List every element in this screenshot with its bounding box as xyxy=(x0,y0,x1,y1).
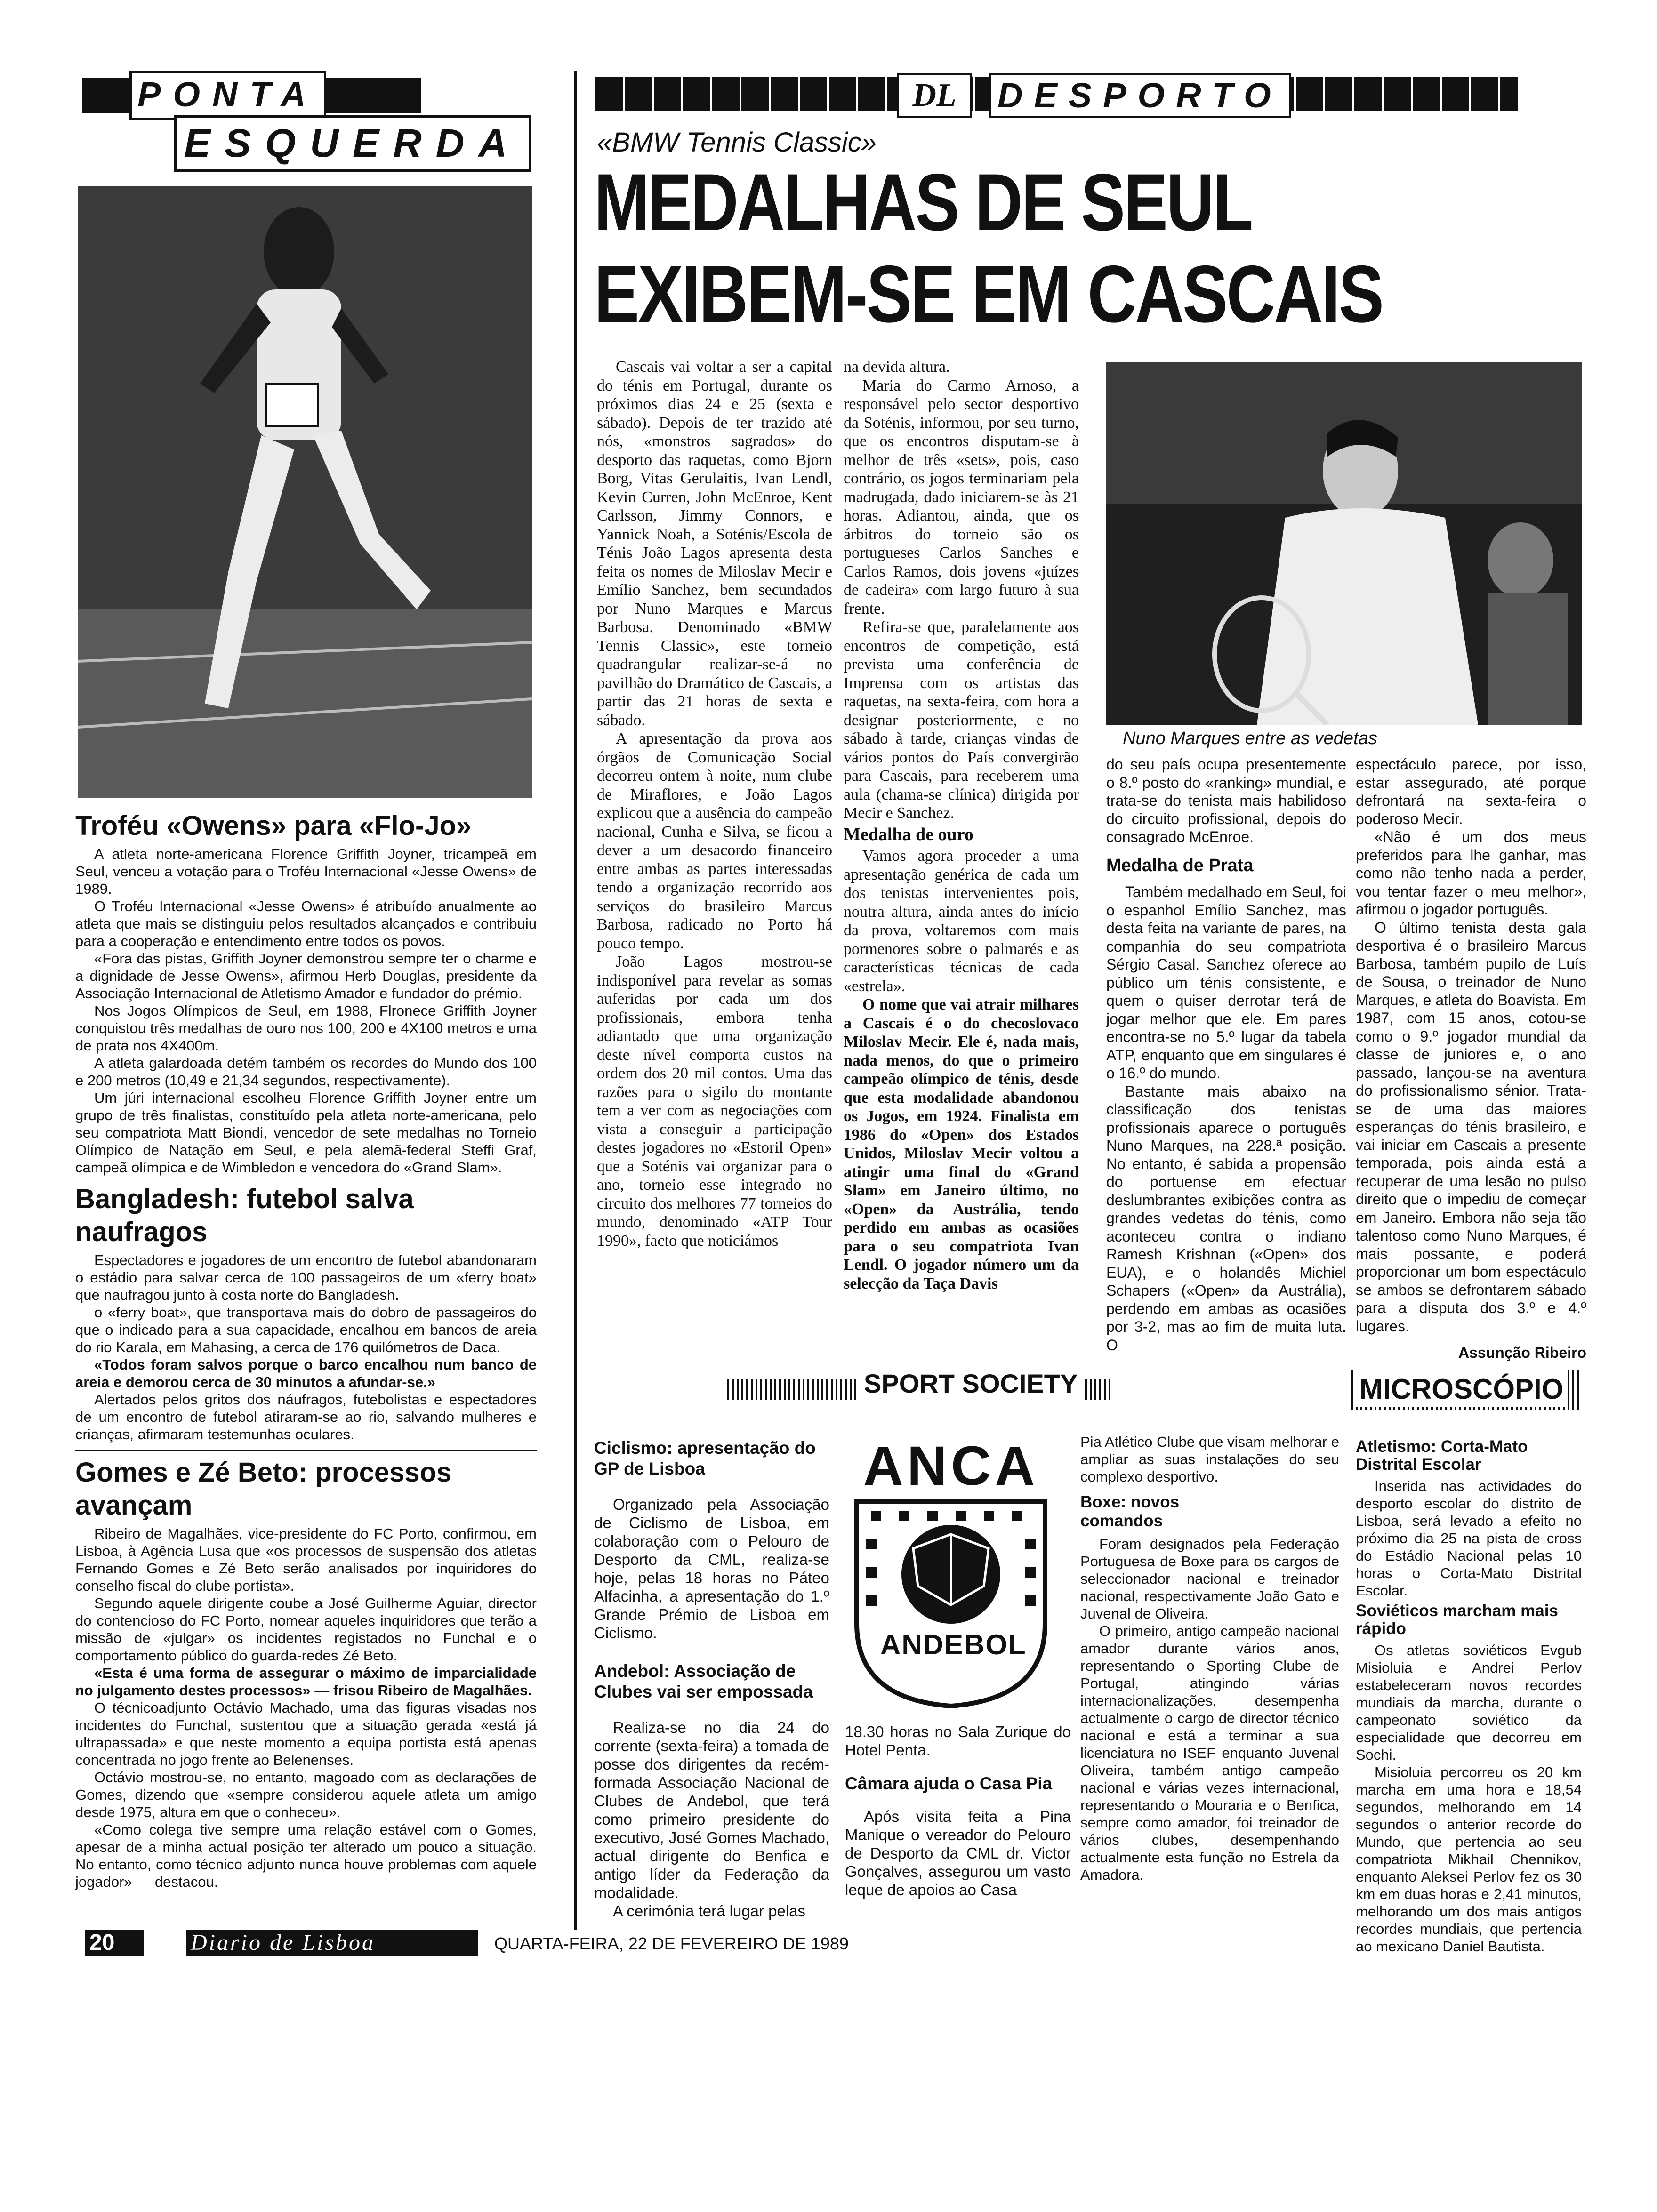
paragraph: Octávio mostrou-se, no entanto, magoado com as declarações de Gomes, dizendo que «sempre considerou aquele atleta um amigo desde 1975, altura em que o conheceu». xyxy=(75,1769,537,1820)
headline-gomes-ze-beto: Gomes e Zé Beto: processos avançam xyxy=(75,1457,452,1521)
paragraph: Vamos agora proceder a uma apresentação genérica de cada um dos tenistas intervenientes pois, noutra altura, ainda antes do início da prova, voltaremos com mais pormenores sobre o palmarés e as características técnicas de cada «estrela». xyxy=(844,847,1079,995)
desporto-masthead xyxy=(595,73,1518,115)
newspaper-name: Diario de Lisboa xyxy=(191,1930,376,1955)
feature-column-2 xyxy=(844,358,1079,1293)
sport-society-banner xyxy=(727,1367,1113,1400)
paragraph: O técnicoadjunto Octávio Machado, uma das figuras visadas nos incidentes do Funchal, sustentou que a situação gerada «está já ultrapassada» e que neste momento a equipa portista está apenas concentrada no jogo frente ao Belenenses. xyxy=(75,1699,537,1768)
sprinter-illustration xyxy=(78,186,532,798)
paragraph: Os atletas soviéticos Evgub Misioluia e Andrei Perlov estabeleceram novos recordes mundiais da marcha, durante o campeonato soviético da especialidade que decorreu em Sochi. xyxy=(1356,1642,1582,1763)
ponta-label: PONTA xyxy=(129,71,326,120)
page-footer xyxy=(75,1930,849,1958)
paragraph: A cerimónia terá lugar pelas xyxy=(613,1902,806,1920)
title-camara-casa-pia: Câmara ajuda o Casa Pia xyxy=(845,1774,1053,1793)
paragraph: do seu país ocupa presentemente o 8.º posto do «ranking» mundial, e trata-se do tenista mais habilidoso do circuito profissional, depois do consagrado McEnroe. xyxy=(1106,756,1346,845)
paragraph: «Todos foram salvos porque o barco encalhou num banco de areia e demorou cerca de 30 minutos a afundar-se.» xyxy=(75,1356,537,1390)
microscopio-banner xyxy=(1351,1370,1582,1410)
paragraph: «Fora das pistas, Griffith Joyner demonstrou sempre ter o charme e a dignidade de Jesse Owens», afirmou Herb Douglas, presidente da Associação Internacional de Atletismo Amador e fundador do prémio. xyxy=(75,950,537,1002)
paragraph: Foram designados pela Federação Portuguesa de Boxe para os cargos de seleccionador nacional e treinador nacional, respectivamente João Gato e Juvenal de Oliveira. xyxy=(1080,1536,1339,1622)
paragraph: Misioluia percorreu os 20 km marcha em uma hora e 18,54 segundos, melhorando em 14 segundos o anterior recorde do Mundo, que pertencia ao seu compatriota Mikhail Chennikov, enquanto Aleksei Perlov fez os 30 km em duas horas e 2,41 minutos, melhorando um dos mais antigos recordes mundiais, que pertencia ao mexicano Daniel Bautista. xyxy=(1356,1764,1582,1955)
paragraph: A atleta norte-americana Florence Griffith Joyner, tricampeã em Seul, venceu a votação para o Troféu Internacional «Jesse Owens» de 1989. xyxy=(75,846,537,897)
paragraph: O primeiro, antigo campeão nacional amador durante vários anos, representando o Sporting Clube de Portugal, atingindo várias internacionalizações, desempenha actualmente o cargo de director técnico nacional e está a terminar a sua licenciatura no ISEF enquanto Juvenal Oliveira, também antigo campeão nacional e várias vezes internacional, representando o Mouraria e o Benfica, sempre como amador, foi treinador de vários clubes, desempenhando actualmente esta função no Estrela da Amadora. xyxy=(1080,1623,1339,1883)
title-ciclismo: Ciclismo: apresentação do GP de Lisboa xyxy=(594,1438,816,1478)
society-column-1 xyxy=(594,1438,829,1920)
feature-headline-line2: EXIBEM-SE EM CASCAIS xyxy=(594,249,1383,339)
issue-date: QUARTA-FEIRA, 22 DE FEVEREIRO DE 1989 xyxy=(494,1934,849,1953)
paragraph: Também medalhado em Seul, foi o espanhol Emílio Sanchez, mas desta feita na variante de pares, na companhia do seu compatriota Sérgio Casal. Sanchez oferece ao público um ténis consistente, e quem o quiser derrotar terá de jogar melhor que ele. Em pares encontra-se no 5.º lugar da tabela ATP, enquanto que em singulares é o 16.º do mundo. xyxy=(1106,883,1346,1082)
paragraph: «Como colega tive sempre uma relação estável com o Gomes, apesar de a minha actual posição ter alterado um pouco a situação. No entanto, como técnico adjunto nunca houve problemas com aquele jogador» — destacou. xyxy=(75,1821,537,1890)
nuno-marques-photo xyxy=(1106,362,1582,725)
ponta-esquerda-masthead xyxy=(82,71,530,179)
feature-column-4 xyxy=(1356,755,1586,1362)
anca-logo-bottom-text: ANDEBOL xyxy=(880,1629,1027,1660)
paragraph: Pia Atlético Clube que visam melhorar e ampliar as suas instalações do seu complexo desportivo. xyxy=(1080,1434,1339,1485)
paragraph: A atleta galardoada detém também os recordes do Mundo dos 100 e 200 metros (10,49 e 21,34 segundos, respectivamente). xyxy=(75,1055,537,1089)
left-column-text xyxy=(75,809,537,1891)
paragraph: João Lagos mostrou-se indisponível para revelar as somas auferidas por cada um dos profissionais, embora tenha adiantado que uma organização deste nível comporta custos na ordem dos 20 mil contos. Uma das razões para o sigilo do montante tem a ver com as negociações com vista a conseguir a participação destes jogadores no «Estoril Open» que a Soténis vai organizar para o ano, torneio esse integrado no circuito dos melhores 77 torneios do mundo, denominado «ATP Tour 1990», facto que noticiámos xyxy=(597,953,832,1250)
tennis-player-illustration xyxy=(1106,362,1582,725)
paragraph: Refira-se que, paralelamente aos encontros de competição, está prevista uma conferência de Imprensa com os artistas das raquetas, na sexta-feira, com hora a designar posteriormente, e no sábado à tarde, crianças vindas de vários pontos do País convergirão para Cascais, para receberem uma aula (chama-se clínica) dirigida por Mecir e Sanchez. xyxy=(844,618,1079,822)
paragraph: Cascais vai voltar a ser a capital do ténis em Portugal, durante os próximos dias 24 e 25 (sexta e sábado). Depois de ter trazido até nós, «monstros sagrados» do desporto das raquetas, como Bjorn Borg, Vitas Gerulaitis, Ivan Lendl, Kevin Curren, John McEnroe, Kent Carlsson, Jimmy Connors, e Yannick Noah, a Soténis/Escola de Ténis João Lagos apresenta desta feita os nomes de Miloslav Mecir e Emílio Sanchez, bem secundados por Nuno Marques e Marcus Barbosa. Denominado «BMW Tennis Classic», este torneio quadrangular realizar-se-á no pavilhão do Dramático de Cascais, a partir das 21 horas de sexta e sábado. xyxy=(597,358,832,729)
paragraph: Bastante mais abaixo na classificação dos tenistas profissionais aparece o português Nuno Marques, na 228.ª posição. No entanto, é sabida a propensão do portuense em efectuar deslumbrantes exibições contra as grandes vedetas do ténis, como aconteceu contra o indiano Ramesh Krishnan («Open» dos EUA), e o holandês Michiel Schapers («Open» da Austrália), perdendo em ambas as ocasiões por 3-2, mas ao fim de muita luta. O xyxy=(1106,1082,1346,1354)
feature-headline-line1: MEDALHAS DE SEUL xyxy=(594,157,1252,248)
paragraph: O Troféu Internacional «Jesse Owens» é atribuído anualmente ao atleta que mais se distinguiu pelos resultados alcançados e contribuiu para a cooperação e entendimento entre todos os povos. xyxy=(75,898,537,949)
byline: Assunção Ribeiro xyxy=(1458,1344,1586,1361)
feature-column-3 xyxy=(1106,755,1346,1354)
esquerda-label: ESQUERDA xyxy=(174,115,531,172)
feature-column-1 xyxy=(597,358,832,1250)
headline-bangladesh: Bangladesh: futebol salva naufragos xyxy=(75,1184,414,1247)
dl-logo: DL xyxy=(897,73,972,118)
paragraph: Um júri internacional escolheu Florence Griffith Joyner entre um grupo de três finalistas, constituído pela atleta norte-americana, pelo seu compatriota Matt Biondi, vencedor de sete medalhas no Torneio Olímpico de Natação em Seul, e pela alemã-federal Steffi Graf, campeã olímpica e de Wimbledon e vencedora do «Grand Slam». xyxy=(75,1090,537,1176)
microscopio-column xyxy=(1356,1438,1582,1955)
paragraph: Nos Jogos Olímpicos de Seul, em 1988, Flronece Griffith Joyner conquistou três medalhas de ouro nos 100, 200 e 4X100 metros e uma de prata nos 4X400m. xyxy=(75,1002,537,1054)
feature-kicker: «BMW Tennis Classic» xyxy=(597,127,877,158)
paragraph: Realiza-se no dia 24 do corrente (sexta-feira) a tomada de posse dos dirigentes da recém-formada Associação Nacional de Clubes de Andebol, que terá como primeiro presidente do executivo, José Gomes Machado, actual dirigente do Benfica e antigo líder da Federação da modalidade. xyxy=(594,1719,829,1901)
paragraph: Inserida nas actividades do desporto escolar do distrito de Lisboa, será levado a efeito no próximo dia 25 na pista de cross do Estádio Nacional pelas 10 horas o Corta-Mato Distrital Escolar. xyxy=(1356,1478,1582,1599)
title-sovieticos: Soviéticos marcham mais rápido xyxy=(1356,1602,1558,1638)
sport-society-label: SPORT SOCIETY xyxy=(859,1367,1082,1400)
paragraph: A apresentação da prova aos órgãos de Comunicação Social decorreu ontem à noite, num clube de Miraflores, e João Lagos explicou que a ausência do campeão nacional, Cunha e Silva, se ficou a dever a um desacordo financeiro entre ambas as partes interessadas tendo a organização recorrido aos serviços do brasileiro Marcus Barbosa, radicado no Porto há pouco tempo. xyxy=(597,730,832,952)
flo-jo-photo xyxy=(78,186,532,798)
photo-caption: Nuno Marques entre as vedetas xyxy=(1123,729,1377,748)
paragraph: «Esta é uma forma de assegurar o máximo de imparcialidade no julgamento destes processos» — frisou Ribeiro de Magalhães. xyxy=(75,1665,537,1699)
paragraph: Segundo aquele dirigente coube a José Guilherme Aguiar, director do contencioso do FC Porto, nomear aqueles inquiridores que terão a missão de «julgar» os incidentes registados no Funchal e o comportamento público do guarda-redes Zé Beto. xyxy=(75,1595,537,1664)
paragraph: Maria do Carmo Arnoso, a responsável pelo sector desportivo da Soténis, informou, por seu turno, que os encontros disputam-se à melhor de três «sets», pois, caso contrário, os jogos terminariam pela madrugada, dado iniciarem-se às 21 horas. Adiantou, ainda, que os árbitros do torneio são os portugueses Carlos Sanches e Carlos Ramos, dois jovens «juízes de cadeira» com largo futuro à sua frente. xyxy=(844,377,1079,617)
headline-flo-jo: Troféu «Owens» para «Flo-Jo» xyxy=(75,810,472,841)
paragraph: Espectadores e jogadores de um encontro de futebol abandonaram o estádio para salvar cerca de 100 passageiros de um «ferry boat» que naufragou junto à costa norte do Bangladesh. xyxy=(75,1252,537,1303)
andebol-ball-icon xyxy=(847,1497,1054,1708)
desporto-label: DESPORTO xyxy=(989,73,1291,118)
anca-logo-top-text: ANCA xyxy=(863,1435,1039,1497)
paragraph: O último tenista desta gala desportiva é o brasileiro Marcus Barbosa, também pupilo de Luís de Sousa, o treinador de Nuno Marques, e atleta do Boavista. Em 1987, com 15 anos, cotou-se como o 9.º jogador mundial da classe de juniores e, o ano passado, lançou-se na aventura do profissionalismo sénior. Trata-se de uma das maiores esperanças do ténis brasileiro, e vai iniciar em Cascais a presente temporada, pois ainda está a recuperar de uma lesão no pulso direito que o impediu de começar em Janeiro. Embora não seja tão talentoso como Nuno Marques, é mais possante, e poderá proporcionar um bom espectáculo se ambos se defrontarem sábado para a disputa dos 3.º e 4.º lugares. xyxy=(1356,919,1586,1335)
title-andebol: Andebol: Associação de Clubes vai ser empossada xyxy=(594,1661,813,1701)
paragraph: O nome que vai atrair milhares a Cascais é o do checoslovaco Miloslav Mecir. Ele é, nada mais, nada menos, do que o primeiro campeão olímpico de ténis, desde que esta modalidade abandonou os Jogos, em 1924. Finalista em 1986 do «Open» dos Estados Unidos, Miloslav Mecir voltou a atingir uma final do «Grand Slam» em Janeiro último, no «Open» da Austrália, tendo perdido em ambas as ocasiões para o seu compatriota Ivan Lendl. O jogador número um da selecção da Taça Davis xyxy=(844,996,1079,1292)
paragraph: Após visita feita a Pina Manique o vereador do Pelouro de Desporto da CML dr. Victor Gonçalves, assegurou um vasto leque de apoios ao Casa xyxy=(845,1808,1071,1899)
paragraph: Ribeiro de Magalhães, vice-presidente do FC Porto, confirmou, em Lisboa, à Agência Lusa que «os processos de suspensão dos atletas Fernando Gomes e Zé Beto serão analisados por inquiridores do conselho fiscal do clube portista». xyxy=(75,1525,537,1594)
paragraph: na devida altura. xyxy=(844,358,950,376)
paragraph: Organizado pela Associação de Ciclismo de Lisboa, em colaboração com o Pelouro de Desporto da CML, realiza-se hoje, pelas 18 horas no Páteo Alfacinha, a apresentação do 1.º Grande Prémio de Lisboa em Ciclismo. xyxy=(594,1496,829,1642)
subhead-medalha-ouro: Medalha de ouro xyxy=(844,824,973,844)
society-column-2 xyxy=(845,1723,1071,1899)
paragraph: o «ferry boat», que transportava mais do dobro de passageiros do que o indicado para a sua capacidade, encalhou em bancos de areia do rio Karala, em Mahasing, a cerca de 176 quilómetros de Daca. xyxy=(75,1304,537,1355)
column-rule xyxy=(574,71,577,1930)
title-boxe: Boxe: novos comandos xyxy=(1080,1493,1180,1530)
page-number: 20 xyxy=(85,1930,144,1956)
paragraph: «Não é um dos meus preferidos para lhe ganhar, mas como não tenho nada a perder, vou tentar fazer o meu melhor», afirmou o jogador português. xyxy=(1356,828,1586,918)
paragraph: 18.30 horas no Sala Zurique do Hotel Penta. xyxy=(845,1723,1071,1759)
society-column-3 xyxy=(1080,1433,1339,1883)
subhead-medalha-prata: Medalha de Prata xyxy=(1106,855,1254,875)
paragraph: Alertados pelos gritos dos náufragos, futebolistas e espectadores de um encontro de futebol atiraram-se ao rio, salvando mulheres e crianças, afirmaram testemunhas oculares. xyxy=(75,1391,537,1443)
microscopio-label: MICROSCÓPIO xyxy=(1356,1370,1567,1407)
paragraph: espectáculo parece, por isso, estar assegurado, até porque defrontará na sexta-feira o poderoso Mecir. xyxy=(1356,756,1586,827)
title-atletismo: Atletismo: Corta-Mato Distrital Escolar xyxy=(1356,1437,1528,1474)
anca-logo xyxy=(847,1435,1054,1708)
